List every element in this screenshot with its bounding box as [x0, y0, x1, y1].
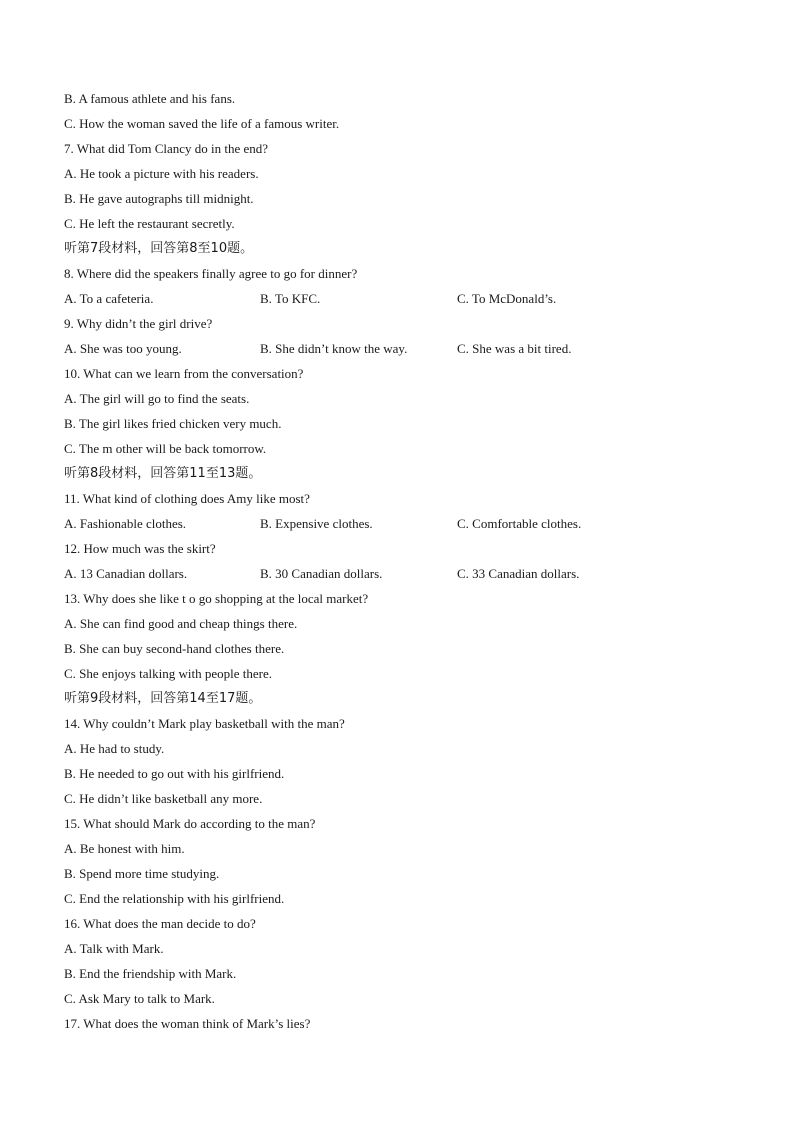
- question-12: 12. How much was the skirt?: [64, 541, 216, 556]
- option-14b: B. He needed to go out with his girlfriend.: [64, 766, 285, 781]
- options-row-12: [64, 564, 744, 589]
- options-row-11: [64, 514, 744, 539]
- question-13: 13. Why does she like t o go shopping at the local market?: [64, 591, 369, 606]
- option-8b: B. To KFC.: [260, 291, 321, 306]
- question-16: 16. What does the man decide to do?: [64, 916, 256, 931]
- section-header-7: 听第7段材料，回答第8至10题。: [64, 241, 254, 256]
- section-header-9: 听第9段材料，回答第14至17题。: [64, 691, 262, 706]
- question-9: 9. Why didn’t the girl drive?: [64, 316, 213, 331]
- option-12a: A. 13 Canadian dollars.: [64, 566, 188, 581]
- question-11: 11. What kind of clothing does Amy like most?: [64, 491, 310, 506]
- option-11c: C. Comfortable clothes.: [457, 516, 582, 531]
- option-10a: A. The girl will go to find the seats.: [64, 391, 250, 406]
- question-15: 15. What should Mark do according to the man?: [64, 816, 316, 831]
- section-header-8: 听第8段材料，回答第11至13题。: [64, 466, 262, 481]
- option-14c: C. He didn’t like basketball any more.: [64, 791, 263, 806]
- question-7: 7. What did Tom Clancy do in the end?: [64, 141, 269, 156]
- option-16c: C. Ask Mary to talk to Mark.: [64, 991, 215, 1006]
- option-15c: C. End the relationship with his girlfriend.: [64, 891, 285, 906]
- option-7b: B. He gave autographs till midnight.: [64, 191, 254, 206]
- option-12c: C. 33 Canadian dollars.: [457, 566, 580, 581]
- option-15a: A. Be honest with him.: [64, 841, 185, 856]
- question-17: 17. What does the woman think of Mark’s lies?: [64, 1016, 311, 1031]
- option-7c: C. He left the restaurant secretly.: [64, 216, 235, 231]
- option-8c: C. To McDonald’s.: [457, 291, 557, 306]
- option-16b: B. End the friendship with Mark.: [64, 966, 237, 981]
- option-6b: B. A famous athlete and his fans.: [64, 91, 236, 106]
- option-11b: B. Expensive clothes.: [260, 516, 373, 531]
- option-9a: A. She was too young.: [64, 341, 182, 356]
- option-8a: A. To a cafeteria.: [64, 291, 154, 306]
- document-page: [64, 89, 744, 1039]
- option-14a: A. He had to study.: [64, 741, 165, 756]
- option-7a: A. He took a picture with his readers.: [64, 166, 259, 181]
- option-15b: B. Spend more time studying.: [64, 866, 220, 881]
- option-10b: B. The girl likes fried chicken very much.: [64, 416, 282, 431]
- option-9b: B. She didn’t know the way.: [260, 341, 408, 356]
- question-10: 10. What can we learn from the conversation?: [64, 366, 304, 381]
- option-11a: A. Fashionable clothes.: [64, 516, 187, 531]
- option-13a: A. She can find good and cheap things there.: [64, 616, 298, 631]
- question-14: 14. Why couldn’t Mark play basketball with the man?: [64, 716, 345, 731]
- options-row-9: [64, 339, 744, 364]
- question-8: 8. Where did the speakers finally agree to go for dinner?: [64, 266, 358, 281]
- options-row-8: [64, 289, 744, 314]
- option-13c: C. She enjoys talking with people there.: [64, 666, 272, 681]
- option-6c: C. How the woman saved the life of a famous writer.: [64, 116, 340, 131]
- option-16a: A. Talk with Mark.: [64, 941, 164, 956]
- option-9c: C. She was a bit tired.: [457, 341, 572, 356]
- option-13b: B. She can buy second-hand clothes there.: [64, 641, 285, 656]
- option-10c: C. The m other will be back tomorrow.: [64, 441, 267, 456]
- option-12b: B. 30 Canadian dollars.: [260, 566, 383, 581]
